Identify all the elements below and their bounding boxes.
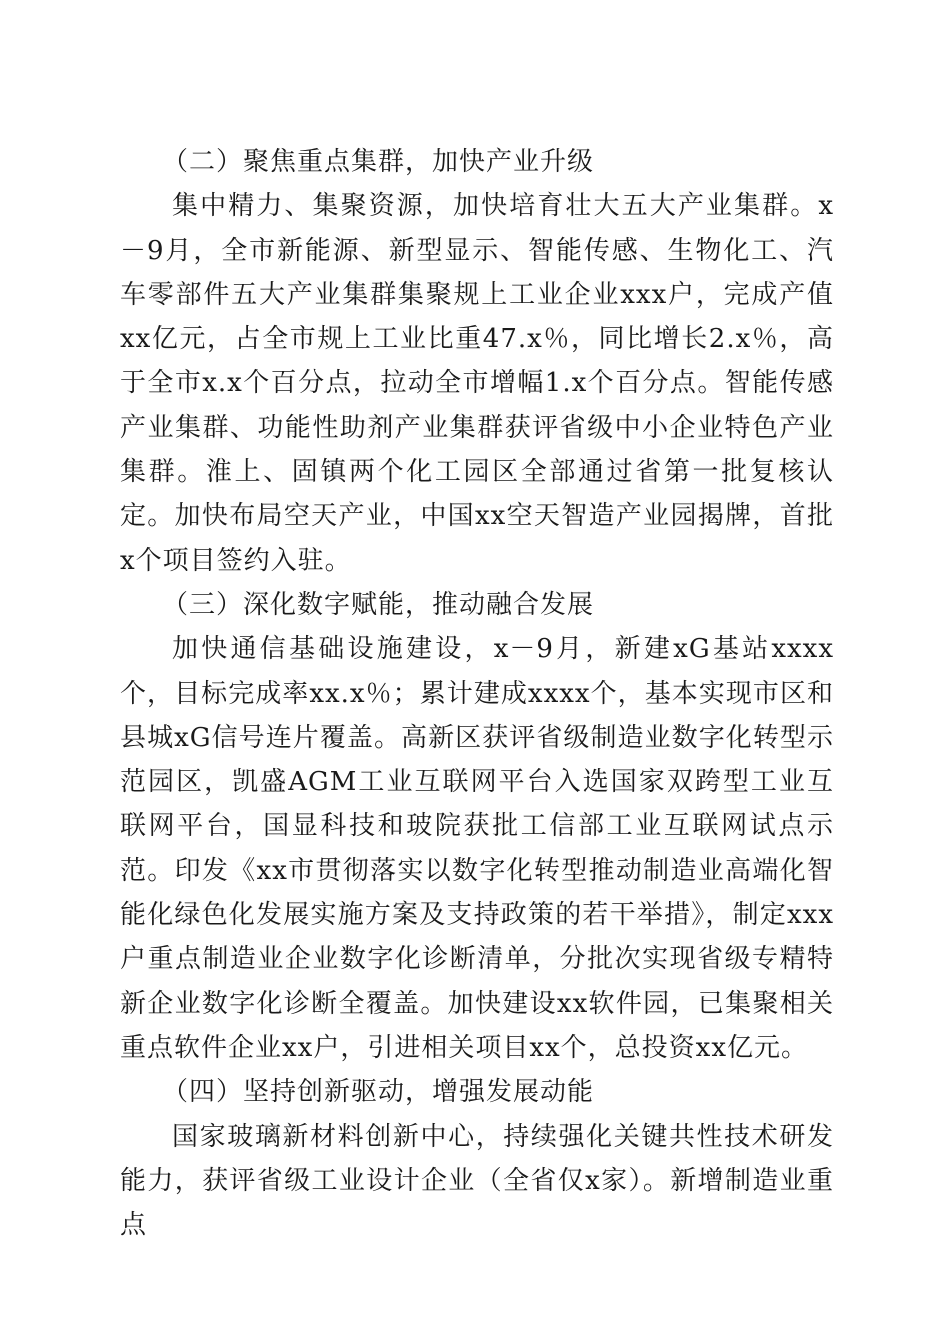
section-heading-4: （四）坚持创新驱动，增强发展动能 [162,1077,595,1108]
section-paragraph-2: 集中精力、集聚资源，加快培育壮大五大产业集群。x－9月，全市新能源、新型显示、智能传感、生物化工、汽车零部件五大产业集群集聚规上工业企业xxx户，完成产值xx亿元，占全市规上工业比重47.x％，同比增长2.x％，高于全市x.x个百分点，拉动全市增幅1.x个百分点。智能传感产业集群、功能性助剂产业集群获评省级中小企业特色产业集群。淮上、固镇两个化工园区全部通过省第一批复核认定。加快布局空天产业，中国xx空天智造产业园揭牌，首批x个项目签约入驻。 [120,191,834,576]
document-page [120,140,834,1247]
section-paragraph-3: 加快通信基础设施建设，x－9月，新建xG基站xxxx个，目标完成率xx.x％；累计建成xxxx个，基本实现市区和县城xG信号连片覆盖。高新区获评省级制造业数字化转型示范园区，凯盛AGM工业互联网平台入选国家双跨型工业互联网平台，国显科技和玻院获批工信部工业互联网试点示范。印发《xx市贯彻落实以数字化转型推动制造业高端化智能化绿色化发展实施方案及支持政策的若干举措》，制定xxx户重点制造业企业数字化诊断清单，分批次实现省级专精特新企业数字化诊断全覆盖。加快建设xx软件园，已集聚相关重点软件企业xx户，引进相关项目xx个，总投资xx亿元。 [120,634,834,1063]
section-paragraph-4: 国家玻璃新材料创新中心，持续强化关键共性技术研发能力，获评省级工业设计企业（全省仅x家）。新增制造业重点 [120,1121,834,1241]
section-heading-2: （二）聚焦重点集群，加快产业升级 [162,147,595,177]
section-heading-3: （三）深化数字赋能，推动融合发展 [162,589,595,620]
